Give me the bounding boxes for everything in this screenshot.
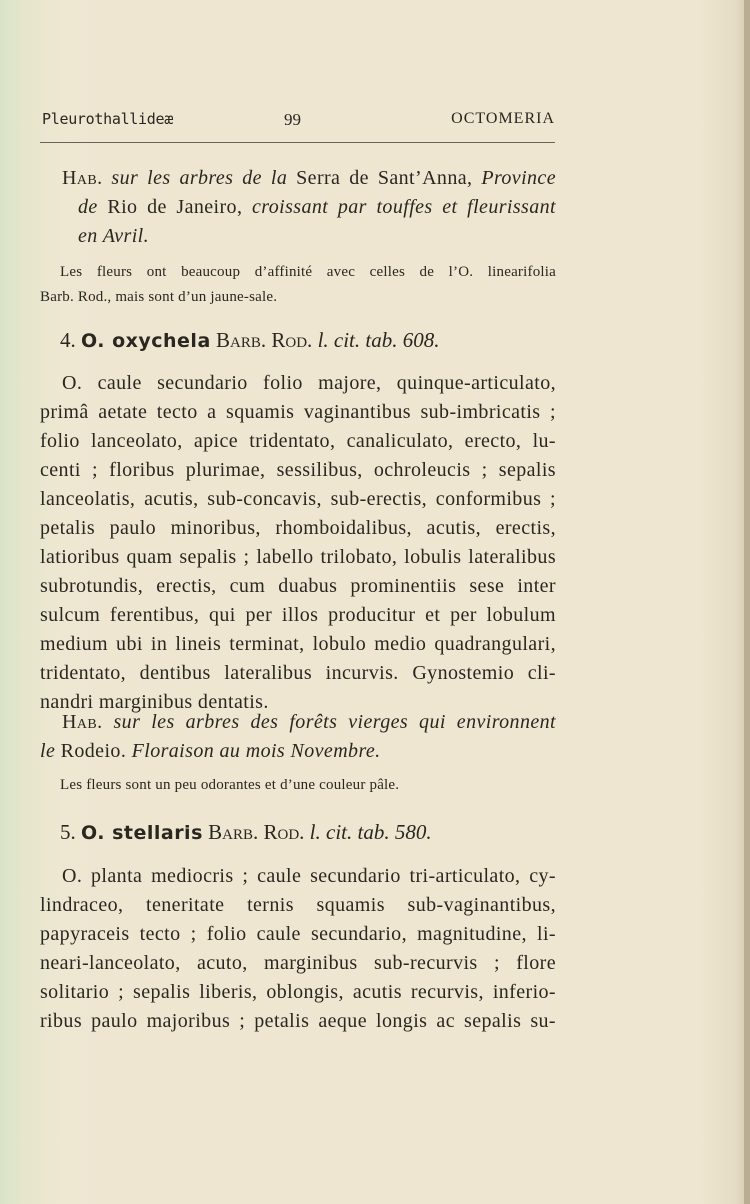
header-rule — [40, 142, 555, 143]
text-line — [40, 222, 556, 251]
text-line: centi ; floribus plurimae, sessilibus, ochroleucis ; sepalis — [40, 459, 556, 481]
species-description-5 — [40, 862, 556, 1036]
text-line: papyraceis tecto ; folio caule secundario, magnitudine, li- — [40, 923, 556, 945]
species-heading-4 — [60, 325, 439, 355]
text-line: O. planta mediocris ; caule secundario tri-articulato, cy- — [62, 865, 556, 887]
header-genus: OCTOMERIA — [451, 110, 555, 127]
habitat-paragraph-2 — [40, 708, 556, 766]
text-line: subrotundis, erectis, cum duabus prominentiis sese inter — [40, 575, 556, 597]
text-span: en Avril. — [78, 225, 150, 247]
text-line: petalis paulo minoribus, rhomboidalibus, acutis, erectis, — [40, 517, 556, 539]
note-paragraph-2 — [40, 773, 556, 798]
species-reference: l. cit. tab. 580. — [309, 820, 432, 844]
text-line — [40, 193, 556, 222]
locality: Rio de Janeiro, — [107, 196, 252, 218]
text-line: primâ aetate tecto a squamis vaginantibus sub-imbricatis ; — [40, 401, 556, 423]
hab-label: Hab. — [62, 711, 114, 733]
hab-label: Hab. — [62, 167, 112, 189]
text-line: solitario ; sepalis liberis, oblongis, acutis recurvis, inferio- — [40, 981, 556, 1003]
header-family: Pleurothallideæ — [42, 110, 173, 128]
species-name: O. stellaris — [81, 822, 203, 844]
text-line: lindraceo, teneritate ternis squamis sub-vaginantibus, — [40, 894, 556, 916]
note-paragraph-1 — [40, 260, 556, 310]
species-reference: l. cit. tab. 608. — [317, 328, 440, 352]
species-heading-5 — [60, 817, 432, 847]
running-header — [40, 110, 555, 138]
text-span: sur les arbres de la — [111, 167, 297, 189]
text-line: ribus paulo majoribus ; petalis aeque longis ac sepalis su- — [40, 1010, 556, 1032]
locality: Rodeio. — [60, 740, 132, 762]
text-line: tridentato, dentibus lateralibus incurvis. Gynostemio cli- — [40, 662, 556, 684]
text-line: latioribus quam sepalis ; labello trilobato, lobulis lateralibus — [40, 546, 556, 568]
text-line: folio lanceolato, apice tridentato, canaliculato, erecto, lu- — [40, 430, 556, 452]
habitat-paragraph-1 — [40, 164, 556, 251]
text-line — [40, 164, 556, 193]
text-line: medium ubi in lineis terminat, lobulo medio quadrangulari, — [40, 633, 556, 655]
text-line: sulcum ferentibus, qui per illos producitur et per lobulum — [40, 604, 556, 626]
text-line: neari-lanceolato, acuto, marginibus sub-recurvis ; flore — [40, 952, 556, 974]
text-line: Les fleurs sont un peu odorantes et d’une couleur pâle. — [60, 777, 400, 793]
text-span: Floraison au mois Novembre. — [131, 740, 381, 762]
text-line — [40, 737, 556, 766]
text-span: croissant par touffes et fleurissant — [252, 196, 556, 218]
species-author: Barb. Rod. — [216, 328, 313, 352]
species-name: O. oxychela — [81, 330, 211, 352]
text-span: sur les arbres des forêts vierges qui environnent — [113, 711, 556, 733]
locality: Serra de Sant’Anna, — [296, 167, 482, 189]
text-line: nandri marginibus dentatis. — [40, 691, 269, 713]
text-line: Les fleurs ont beaucoup d’affinité avec celles de l’O. linearifolia — [60, 264, 556, 280]
species-number: 5. — [60, 820, 76, 844]
text-line: lanceolatis, acutis, sub-concavis, sub-erectis, conformibus ; — [40, 488, 556, 510]
species-author: Barb. Rod. — [208, 820, 305, 844]
text-span: de — [78, 196, 108, 218]
text-line: O. caule secundario folio majore, quinque-articulato, — [62, 372, 556, 394]
page-edge — [744, 0, 750, 1204]
page-number: 99 — [284, 110, 301, 129]
text-span: le — [40, 740, 61, 762]
text-span: Province — [481, 167, 556, 189]
species-number: 4. — [60, 328, 76, 352]
species-description-4 — [40, 369, 556, 717]
text-line — [40, 708, 556, 737]
text-line: Barb. Rod., mais sont d’un jaune-sale. — [40, 289, 278, 305]
